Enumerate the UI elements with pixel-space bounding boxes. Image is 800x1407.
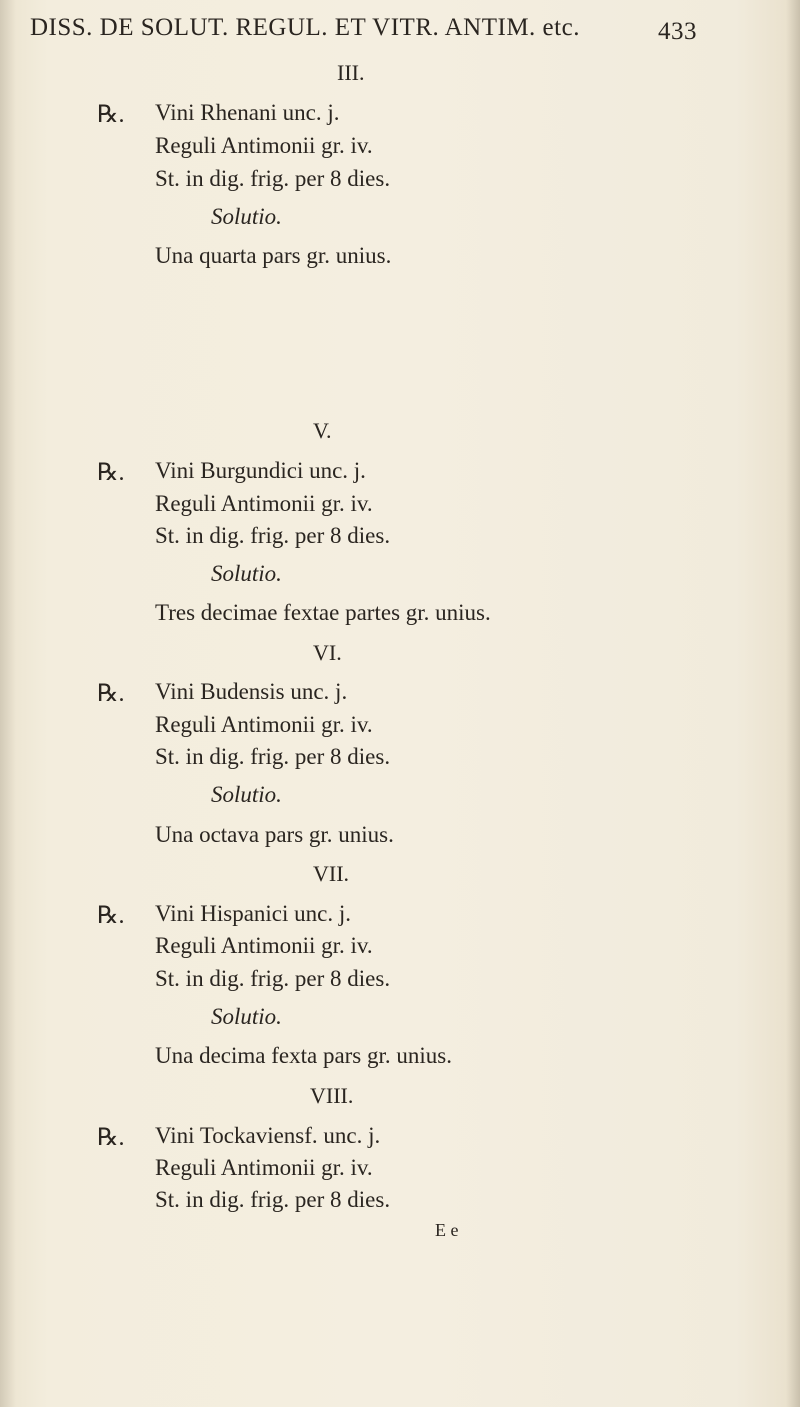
recipe-symbol: ℞. <box>97 102 125 128</box>
ingredient-line: Reguli Antimonii gr. iv. <box>155 712 373 737</box>
ingredient-line: Reguli Antimonii gr. iv. <box>155 491 373 516</box>
section-numeral: VII. <box>313 861 350 886</box>
ingredient-line: St. in dig. frig. per 8 dies. <box>155 166 391 191</box>
recipe-symbol: ℞. <box>97 1125 125 1151</box>
solutio-label: Solutio. <box>211 1004 282 1029</box>
running-title: DISS. DE SOLUT. REGUL. ET VITR. ANTIM. etc. <box>30 14 580 41</box>
solutio-result: Una decima fexta pars gr. unius. <box>155 1043 452 1068</box>
ingredient-line: St. in dig. frig. per 8 dies. <box>155 1187 391 1212</box>
section-numeral: VI. <box>313 640 342 665</box>
solutio-label: Solutio. <box>211 782 282 807</box>
section-numeral: V. <box>313 418 332 443</box>
ingredient-line: St. in dig. frig. per 8 dies. <box>155 744 391 769</box>
ingredient-line: Reguli Antimonii gr. iv. <box>155 933 373 958</box>
page-right-shadow <box>786 0 800 1407</box>
solutio-result: Una quarta pars gr. unius. <box>155 243 392 268</box>
ingredient-line: Vini Burgundici unc. j. <box>155 458 366 483</box>
solutio-result: Tres decimae fextae partes gr. unius. <box>155 600 491 625</box>
ingredient-line: Vini Tockaviensf. unc. j. <box>155 1123 381 1148</box>
recipe-symbol: ℞. <box>97 681 125 707</box>
recipe-symbol: ℞. <box>97 460 125 486</box>
ingredient-line: Vini Hispanici unc. j. <box>155 901 352 926</box>
solutio-result: Una octava pars gr. unius. <box>155 822 394 847</box>
page-left-shadow <box>0 0 16 1407</box>
page-number: 433 <box>658 18 697 45</box>
recipe-symbol: ℞. <box>97 903 125 929</box>
solutio-label: Solutio. <box>211 204 282 229</box>
solutio-label: Solutio. <box>211 561 282 586</box>
ingredient-line: St. in dig. frig. per 8 dies. <box>155 523 391 548</box>
ingredient-line: Vini Budensis unc. j. <box>155 679 348 704</box>
ingredient-line: Vini Rhenani unc. j. <box>155 100 340 125</box>
running-header <box>30 14 720 45</box>
section-numeral: III. <box>337 60 365 85</box>
ingredient-line: St. in dig. frig. per 8 dies. <box>155 966 391 991</box>
signature-mark: E e <box>435 1220 459 1240</box>
ingredient-line: Reguli Antimonii gr. iv. <box>155 1155 373 1180</box>
ingredient-line: Reguli Antimonii gr. iv. <box>155 133 373 158</box>
section-numeral: VIII. <box>310 1083 354 1108</box>
